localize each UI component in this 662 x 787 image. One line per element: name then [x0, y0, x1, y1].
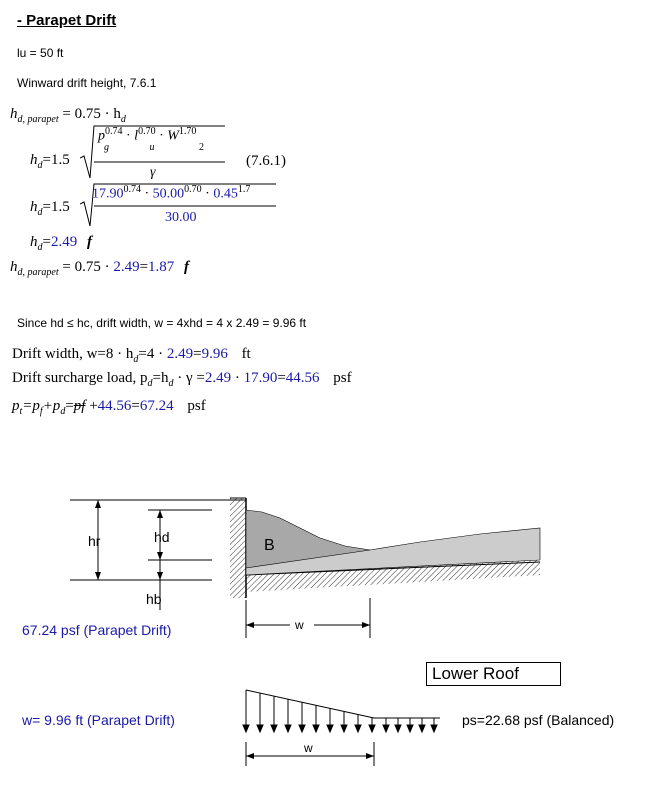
load-arrowhead	[369, 725, 375, 732]
load-arrowhead	[341, 725, 347, 732]
eq-drift-surcharge: Drift surcharge load, $p_d=h_d \cdot \gamma =2.49 \cdot 17.90=44.56$ psf	[12, 370, 352, 389]
eq-hd-parapet-def: $h_{d, parapet} = 0.75 \cdot h_d$	[10, 106, 126, 125]
load-arrowhead	[431, 725, 437, 732]
load-arrowhead	[383, 725, 389, 732]
load-arrowhead	[313, 725, 319, 732]
eq-hd-numeric-denominator: 30.00	[165, 210, 197, 225]
eq-pt: $p_t=p_f+p_d=pf +44.56=67.24$ psf	[12, 398, 206, 417]
drift-load-label: 67.24 psf (Parapet Drift)	[22, 622, 172, 638]
label-B: B	[264, 537, 275, 554]
eq-hd-formula-numerator: $p^{0.74} \cdot l^{0.70} \cdot W^{1.70}$	[98, 126, 197, 144]
eq-drift-width: Drift width, $w=8 \cdot h_d=4 \cdot 2.49=9.96$ ft	[12, 346, 251, 365]
eq-reference: (7.6.1)	[246, 153, 286, 169]
load-arrowhead	[299, 725, 305, 732]
load-arrowhead	[419, 725, 425, 732]
load-arrowhead	[395, 725, 401, 732]
section-title: - Parapet Drift	[17, 12, 117, 29]
load-arrowhead	[327, 725, 333, 732]
lu-line: lu = 50 ft	[17, 46, 64, 60]
eq-hd-formula-lhs: $h_d=1.5$	[30, 152, 70, 171]
eq-hd-formula-subscripts: g u 2	[104, 142, 204, 153]
label-hr: hr	[88, 533, 101, 549]
width-label: w= 9.96 ft (Parapet Drift)	[22, 712, 175, 728]
load-arrowhead	[285, 725, 291, 732]
load-arrowhead	[243, 725, 249, 732]
since-line: Since hd ≤ hc, drift width, w = 4xhd = 4 x 2.49 = 9.96 ft	[17, 316, 307, 330]
eq-hd-formula-denominator: γ	[150, 165, 156, 180]
balanced-label: ps=22.68 psf (Balanced)	[462, 712, 615, 728]
eq-hd-result: $h_d=2.49$ f	[30, 234, 92, 253]
label-w: w	[295, 618, 304, 632]
load-diagram	[240, 686, 450, 776]
lower-roof-label: Lower Roof	[426, 662, 561, 686]
load-arrowhead	[407, 725, 413, 732]
label-w2: w	[304, 741, 313, 755]
label-hd: hd	[154, 529, 170, 545]
eq-hd-numeric-numerator: $17.90^{0.74} \cdot 50.00^{0.70} \cdot 0.45^{1.7}$	[92, 184, 251, 202]
load-arrowhead	[257, 725, 263, 732]
eq-hd-parapet-result: $h_{d, parapet} = 0.75 \cdot 2.49=1.87$ f	[10, 259, 190, 278]
eq-hd-numeric-lhs: $h_d=1.5$	[30, 199, 70, 218]
load-arrowhead	[355, 725, 361, 732]
label-hb: hb	[146, 591, 162, 607]
load-arrowhead	[271, 725, 277, 732]
windward-line: Winward drift height, 7.6.1	[17, 76, 157, 90]
